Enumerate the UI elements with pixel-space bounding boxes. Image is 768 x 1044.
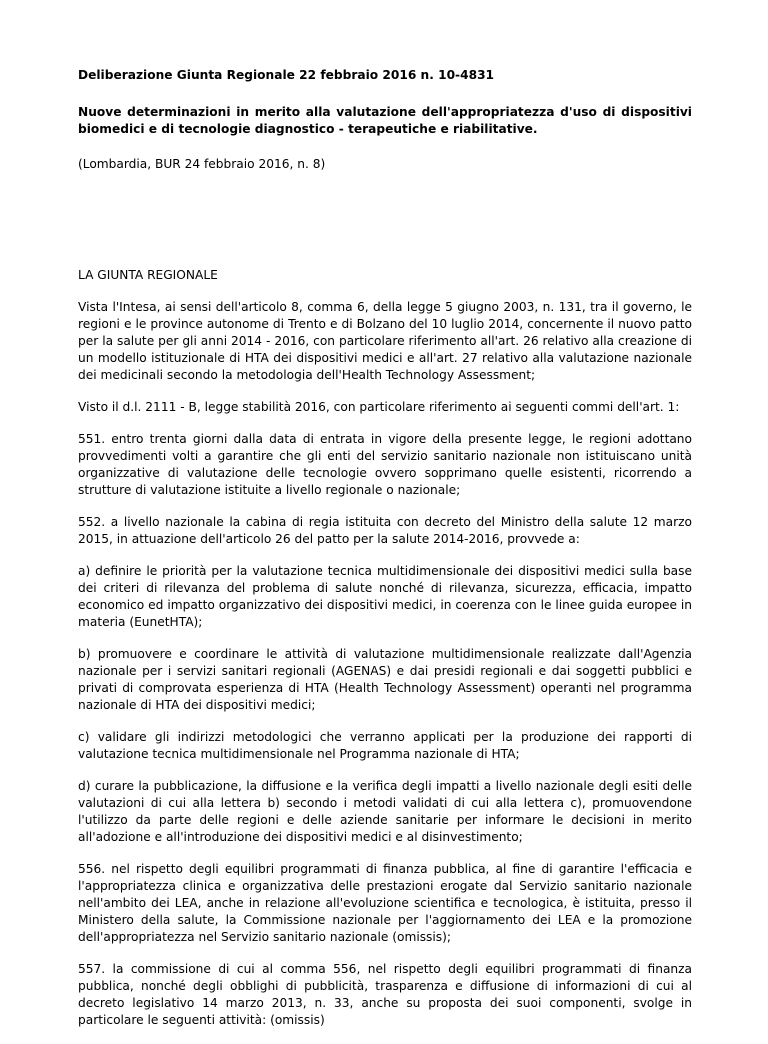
document-title: Deliberazione Giunta Regionale 22 febbraio 2016 n. 10-4831 xyxy=(78,68,495,82)
paragraph-552-d: d) curare la pubblicazione, la diffusione e la verifica degli impatti a livello nazionale degli esiti delle valutazioni di cui alla lettera b) secondo i metodi validati di cui alla lettera c), promuovendone l'utilizzo da parte delle regioni e delle aziende sanitarie per informare le decisioni in merito all'adozione e all'introduzione dei dispositivi medici e al disinvestimento; xyxy=(78,779,692,844)
paragraph-intesa: Vista l'Intesa, ai sensi dell'articolo 8, comma 6, della legge 5 giugno 2003, n. 131, tra il governo, le regioni e le province autonome di Trento e di Bolzano del 10 luglio 2014, concernente il nuovo patto per la salute per gli anni 2014 - 2016, con particolare riferimento all'art. 26 relativo alla creazione di un modello istituzionale di HTA dei dispositivi medici e all'art. 27 relativo alla valutazione nazionale dei medicinali secondo la metodologia dell'Health Technology Assessment; xyxy=(78,300,692,382)
section-heading: LA GIUNTA REGIONALE xyxy=(78,268,218,282)
blank-space xyxy=(78,173,692,267)
paragraph-551: 551. entro trenta giorni dalla data di entrata in vigore della presente legge, le regioni adottano provvedimenti volti a garantire che gli enti del servizio sanitario nazionale non istituiscano unità organizzative di valutazione delle tecnologie ovvero sopprimano quelle esistenti, ricorrendo a strutture di valutazione istituite a livello regionale o nazionale; xyxy=(78,432,692,497)
paragraph-552-a: a) definire le priorità per la valutazione tecnica multidimensionale dei dispositivi medici sulla base dei criteri di rilevanza del problema di salute nonché di rilevanza, sicurezza, efficacia, impatto economico ed impatto organizzativo dei dispositivi medici, in coerenza con le linee guida europee in materia (EunetHTA); xyxy=(78,564,692,629)
paragraph-visto: Visto il d.l. 2111 - B, legge stabilità 2016, con particolare riferimento ai seguenti commi dell'art. 1: xyxy=(78,400,680,414)
paragraph-557: 557. la commissione di cui al comma 556, nel rispetto degli equilibri programmati di finanza pubblica, nonché degli obblighi di pubblicità, trasparenza e diffusione di informazioni di cui al decreto legislativo 14 marzo 2013, n. 33, anche su proposta dei suoi componenti, svolge in particolare le seguenti attività: (omissis) xyxy=(78,962,692,1027)
document-page xyxy=(78,67,692,1044)
document-subtitle: Nuove determinazioni in merito alla valutazione dell'appropriatezza d'uso di dispositivi biomedici e di tecnologie diagnostico - terapeutiche e riabilitative. xyxy=(78,105,692,136)
document-source: (Lombardia, BUR 24 febbraio 2016, n. 8) xyxy=(78,157,326,171)
paragraph-556: 556. nel rispetto degli equilibri programmati di finanza pubblica, al fine di garantire l'efficacia e l'appropriatezza clinica e organizzativa delle prestazioni erogate dal Servizio sanitario nazionale nell'ambito dei LEA, anche in relazione all'evoluzione scientifica e tecnologica, è istituita, presso il Ministero della salute, la Commissione nazionale per l'aggiornamento dei LEA e la promozione dell'appropriatezza nel Servizio sanitario nazionale (omissis); xyxy=(78,862,692,944)
paragraph-552-b: b) promuovere e coordinare le attività di valutazione multidimensionale realizzate dall'Agenzia nazionale per i servizi sanitari regionali (AGENAS) e dai presidi regionali e dai soggetti pubblici e privati di comprovata esperienza di HTA (Health Technology Assessment) operanti nel programma nazionale di HTA dei dispositivi medici; xyxy=(78,647,692,712)
paragraph-552: 552. a livello nazionale la cabina di regia istituita con decreto del Ministro della salute 12 marzo 2015, in attuazione dell'articolo 26 del patto per la salute 2014-2016, provvede a: xyxy=(78,515,692,546)
paragraph-552-c: c) validare gli indirizzi metodologici che verranno applicati per la produzione dei rapporti di valutazione tecnica multidimensionale nel Programma nazionale di HTA; xyxy=(78,730,692,761)
